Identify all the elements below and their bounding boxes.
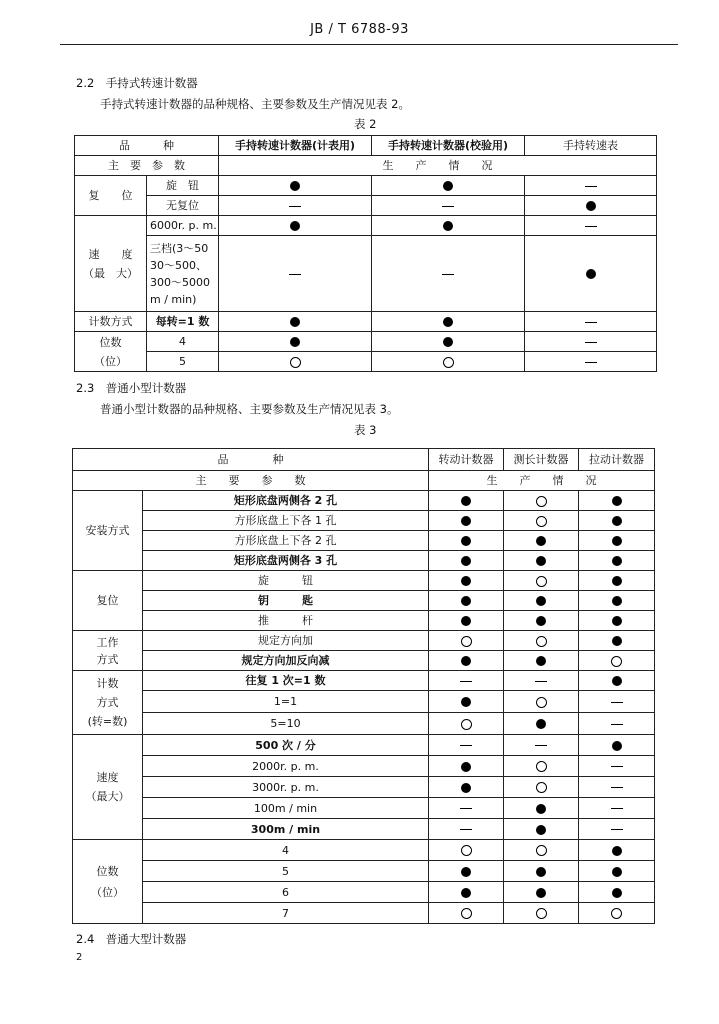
- t3-mark: [429, 691, 504, 713]
- t2-mark: [219, 332, 372, 352]
- t3-mark: [504, 777, 579, 798]
- open-circle-icon: [536, 845, 547, 856]
- dash-icon: [460, 829, 472, 830]
- section-2-4-title: 2.4 普通大型计数器: [76, 932, 187, 946]
- t3-header-variety: 品 种: [73, 449, 429, 471]
- filled-dot-icon: [612, 496, 622, 506]
- t3-mark: [429, 713, 504, 735]
- dash-icon: [535, 745, 547, 746]
- filled-dot-icon: [612, 846, 622, 856]
- filled-dot-icon: [612, 576, 622, 586]
- t3-mark: [429, 491, 504, 511]
- t3-col3-header: 拉动计数器: [579, 449, 655, 471]
- t3-row-label: 2000r. p. m.: [143, 756, 429, 777]
- filled-dot-icon: [461, 888, 471, 898]
- t3-mark: [504, 631, 579, 651]
- open-circle-icon: [536, 516, 547, 527]
- page-header: JB / T 6788-93: [310, 22, 409, 37]
- filled-dot-icon: [461, 762, 471, 772]
- t2-row-label: 每转=1 数: [147, 312, 219, 332]
- t3-row-label: 规定方向加反向减: [143, 651, 429, 671]
- open-circle-icon: [611, 908, 622, 919]
- filled-dot-icon: [536, 825, 546, 835]
- open-circle-icon: [536, 576, 547, 587]
- t3-mark: [504, 882, 579, 903]
- t2-mark: [525, 332, 657, 352]
- t2-mark: [219, 216, 372, 236]
- t3-mark: [504, 591, 579, 611]
- t3-group-digits: [73, 840, 143, 924]
- t3-mark: [429, 903, 504, 924]
- filled-dot-icon: [536, 719, 546, 729]
- dash-icon: [611, 724, 623, 725]
- t3-row-label: 500 次 / 分: [143, 735, 429, 756]
- t2-row-label: 5: [147, 352, 219, 372]
- filled-dot-icon: [612, 536, 622, 546]
- t2-mark: [372, 352, 525, 372]
- open-circle-icon: [461, 845, 472, 856]
- t3-mark: [504, 671, 579, 691]
- t3-mark: [429, 735, 504, 756]
- t3-mark: [429, 798, 504, 819]
- open-circle-icon: [461, 636, 472, 647]
- filled-dot-icon: [461, 556, 471, 566]
- open-circle-icon: [290, 357, 301, 368]
- filled-dot-icon: [612, 867, 622, 877]
- filled-dot-icon: [536, 596, 546, 606]
- t3-row-label: 方形底盘上下各 2 孔: [143, 531, 429, 551]
- t2-mark: [372, 332, 525, 352]
- filled-dot-icon: [290, 181, 300, 191]
- t3-row-label: 推 杆: [143, 611, 429, 631]
- t3-col1-header: 转动计数器: [429, 449, 504, 471]
- filled-dot-icon: [586, 201, 596, 211]
- t3-mark: [579, 798, 655, 819]
- filled-dot-icon: [536, 556, 546, 566]
- dash-icon: [289, 206, 301, 207]
- t2-production-header: 生 产 情 况: [219, 156, 657, 176]
- dash-icon: [611, 702, 623, 703]
- dash-icon: [460, 745, 472, 746]
- t2-digits-label-2: （位）: [94, 354, 127, 368]
- t2-mark: [372, 312, 525, 332]
- section-2-2-intro: 手持式转速计数器的品种规格、主要参数及生产情况见表 2。: [100, 97, 410, 111]
- t3-mark: [579, 735, 655, 756]
- t3-mark: [504, 531, 579, 551]
- t2-group-reset: 复 位: [75, 176, 147, 216]
- filled-dot-icon: [290, 337, 300, 347]
- t3-row-label: 规定方向加: [143, 631, 429, 651]
- filled-dot-icon: [461, 697, 471, 707]
- dash-icon: [460, 681, 472, 682]
- filled-dot-icon: [461, 576, 471, 586]
- t3-digits-label-1: 位数: [96, 864, 119, 878]
- table-3: [72, 448, 655, 924]
- t2-row-label: 旋 钮: [147, 176, 219, 196]
- t3-mark: [429, 882, 504, 903]
- open-circle-icon: [536, 636, 547, 647]
- t3-row-label: 旋 钮: [143, 571, 429, 591]
- table-2-caption: 表 2: [354, 117, 377, 131]
- t2-group-count-mode: 计数方式: [75, 312, 147, 332]
- header-rule: [60, 44, 678, 45]
- filled-dot-icon: [612, 556, 622, 566]
- section-2-3-title: 2.3 普通小型计数器: [76, 381, 187, 395]
- t2-row-label: 无复位: [147, 196, 219, 216]
- dash-icon: [460, 808, 472, 809]
- t3-mark: [504, 691, 579, 713]
- t3-speed-label-1: 速度: [96, 771, 119, 784]
- t3-mark: [504, 861, 579, 882]
- filled-dot-icon: [443, 181, 453, 191]
- t3-speed-label-2: （最大）: [85, 790, 130, 803]
- t2-mark: [525, 312, 657, 332]
- t3-group-speed: [73, 735, 143, 840]
- filled-dot-icon: [612, 676, 622, 686]
- t3-group-reset: 复位: [73, 571, 143, 631]
- t3-digits-label-2: （位）: [91, 885, 124, 899]
- t3-mark: [579, 777, 655, 798]
- t3-mark: [579, 713, 655, 735]
- t3-mark: [504, 651, 579, 671]
- t2-row-label: 4: [147, 332, 219, 352]
- t2-mark: [219, 196, 372, 216]
- t2-mark: [525, 196, 657, 216]
- t3-production-header: 生 产 情 况: [429, 471, 655, 491]
- t3-mark: [579, 591, 655, 611]
- filled-dot-icon: [443, 221, 453, 231]
- page-number: 2: [76, 952, 83, 963]
- t2-mark: [525, 352, 657, 372]
- open-circle-icon: [536, 761, 547, 772]
- t3-mark: [504, 571, 579, 591]
- t2-mark: [525, 236, 657, 312]
- t3-group-count: [73, 671, 143, 735]
- filled-dot-icon: [586, 269, 596, 279]
- t2-col3-header: 手持转速表: [525, 136, 657, 156]
- filled-dot-icon: [461, 496, 471, 506]
- t3-mark: [504, 611, 579, 631]
- dash-icon: [585, 226, 597, 227]
- t3-mark: [579, 511, 655, 531]
- t3-mark: [429, 840, 504, 861]
- filled-dot-icon: [536, 616, 546, 626]
- t3-row-label: 300m / min: [143, 819, 429, 840]
- dash-icon: [611, 829, 623, 830]
- open-circle-icon: [536, 782, 547, 793]
- t3-mark: [504, 735, 579, 756]
- t2-mark: [372, 216, 525, 236]
- open-circle-icon: [461, 908, 472, 919]
- t3-mark: [429, 819, 504, 840]
- filled-dot-icon: [536, 536, 546, 546]
- t3-mark: [504, 713, 579, 735]
- t3-row-label: 矩形底盘两侧各 2 孔: [143, 491, 429, 511]
- t3-row-label: 6: [143, 882, 429, 903]
- t3-count-label-3: (转=数): [87, 715, 128, 728]
- t3-row-label: 矩形底盘两侧各 3 孔: [143, 551, 429, 571]
- t3-row-label: 100m / min: [143, 798, 429, 819]
- t3-row-label: 4: [143, 840, 429, 861]
- t2-group-speed: [75, 216, 147, 312]
- t3-row-label: 3000r. p. m.: [143, 777, 429, 798]
- t3-mark: [579, 861, 655, 882]
- t3-mark: [429, 551, 504, 571]
- t3-header-params: 主 要 参 数: [73, 471, 429, 491]
- t3-row-label: 钥 匙: [143, 591, 429, 611]
- t2-mark: [219, 236, 372, 312]
- filled-dot-icon: [461, 536, 471, 546]
- t2-row-label: 三档(3～50 30～500、300～5000 m / min): [147, 236, 219, 312]
- t3-mark: [429, 777, 504, 798]
- t3-row-label: 5: [143, 861, 429, 882]
- t3-mark: [504, 798, 579, 819]
- filled-dot-icon: [536, 804, 546, 814]
- table-2: [74, 135, 657, 372]
- t3-work-label-1: 工作: [96, 635, 119, 649]
- section-2-2-title: 2.2 手持式转速计数器: [76, 76, 198, 90]
- open-circle-icon: [536, 908, 547, 919]
- t3-mark: [504, 491, 579, 511]
- t3-mark: [429, 531, 504, 551]
- t2-header-variety: 品 种: [75, 136, 219, 156]
- filled-dot-icon: [612, 516, 622, 526]
- t3-mark: [504, 903, 579, 924]
- filled-dot-icon: [536, 888, 546, 898]
- t3-mark: [579, 756, 655, 777]
- t3-row-label: 7: [143, 903, 429, 924]
- t3-mark: [579, 631, 655, 651]
- t2-speed-label-2: （最 大）: [83, 266, 138, 280]
- t3-mark: [579, 611, 655, 631]
- t2-group-digits: [75, 332, 147, 372]
- filled-dot-icon: [612, 888, 622, 898]
- t3-mark: [429, 571, 504, 591]
- t3-mark: [429, 591, 504, 611]
- filled-dot-icon: [612, 596, 622, 606]
- filled-dot-icon: [461, 596, 471, 606]
- filled-dot-icon: [612, 741, 622, 751]
- t3-group-work: [73, 631, 143, 671]
- t3-mark: [579, 691, 655, 713]
- open-circle-icon: [443, 357, 454, 368]
- table-3-caption: 表 3: [354, 423, 377, 437]
- open-circle-icon: [461, 719, 472, 730]
- t2-mark: [525, 216, 657, 236]
- filled-dot-icon: [290, 221, 300, 231]
- dash-icon: [585, 342, 597, 343]
- filled-dot-icon: [461, 656, 471, 666]
- t2-mark: [219, 176, 372, 196]
- t3-row-label: 方形底盘上下各 1 孔: [143, 511, 429, 531]
- t3-col2-header: 测长计数器: [504, 449, 579, 471]
- open-circle-icon: [611, 656, 622, 667]
- filled-dot-icon: [461, 783, 471, 793]
- t3-mark: [579, 571, 655, 591]
- t3-row-label: 1=1: [143, 691, 429, 713]
- dash-icon: [289, 274, 301, 275]
- t3-mark: [504, 840, 579, 861]
- dash-icon: [442, 206, 454, 207]
- t3-mark: [579, 882, 655, 903]
- filled-dot-icon: [461, 616, 471, 626]
- t3-mark: [579, 531, 655, 551]
- t3-mark: [579, 651, 655, 671]
- t2-mark: [372, 176, 525, 196]
- t3-mark: [504, 756, 579, 777]
- dash-icon: [611, 808, 623, 809]
- t3-mark: [579, 903, 655, 924]
- t2-col1-header: 手持转速计数器(计表用): [219, 136, 372, 156]
- filled-dot-icon: [612, 616, 622, 626]
- t2-speed-label-1: 速 度: [88, 247, 133, 261]
- section-2-3-intro: 普通小型计数器的品种规格、主要参数及生产情况见表 3。: [100, 402, 399, 416]
- t2-mark: [219, 352, 372, 372]
- t3-mark: [429, 611, 504, 631]
- t3-mark: [429, 511, 504, 531]
- dash-icon: [611, 766, 623, 767]
- filled-dot-icon: [290, 317, 300, 327]
- t3-mark: [429, 651, 504, 671]
- dash-icon: [585, 362, 597, 363]
- t3-count-label-1: 计数: [96, 677, 119, 690]
- dash-icon: [585, 186, 597, 187]
- t2-digits-label-1: 位数: [99, 335, 122, 349]
- t3-mark: [504, 819, 579, 840]
- filled-dot-icon: [612, 636, 622, 646]
- t2-mark: [372, 236, 525, 312]
- filled-dot-icon: [536, 867, 546, 877]
- t2-row-label: 6000r. p. m.: [147, 216, 219, 236]
- t3-mark: [579, 819, 655, 840]
- t3-mark: [579, 671, 655, 691]
- t3-mark: [429, 756, 504, 777]
- t3-work-label-2: 方式: [96, 652, 119, 666]
- t2-header-params: 主 要 参 数: [75, 156, 219, 176]
- dash-icon: [535, 681, 547, 682]
- t3-mark: [579, 551, 655, 571]
- dash-icon: [442, 274, 454, 275]
- t2-mark: [372, 196, 525, 216]
- filled-dot-icon: [461, 516, 471, 526]
- dash-icon: [611, 787, 623, 788]
- filled-dot-icon: [443, 317, 453, 327]
- t3-mark: [579, 840, 655, 861]
- t3-count-label-2: 方式: [96, 696, 119, 709]
- t3-mark: [504, 551, 579, 571]
- dash-icon: [585, 322, 597, 323]
- t3-mark: [504, 511, 579, 531]
- t3-mark: [429, 861, 504, 882]
- t2-col2-header: 手持转速计数器(校验用): [372, 136, 525, 156]
- t3-mark: [429, 631, 504, 651]
- t2-mark: [219, 312, 372, 332]
- filled-dot-icon: [461, 867, 471, 877]
- filled-dot-icon: [536, 656, 546, 666]
- t3-mark: [429, 671, 504, 691]
- t3-row-label: 5=10: [143, 713, 429, 735]
- t3-row-label: 往复 1 次=1 数: [143, 671, 429, 691]
- t2-mark: [525, 176, 657, 196]
- open-circle-icon: [536, 697, 547, 708]
- t3-mark: [579, 491, 655, 511]
- open-circle-icon: [536, 496, 547, 507]
- t3-group-install: 安装方式: [73, 491, 143, 571]
- filled-dot-icon: [443, 337, 453, 347]
